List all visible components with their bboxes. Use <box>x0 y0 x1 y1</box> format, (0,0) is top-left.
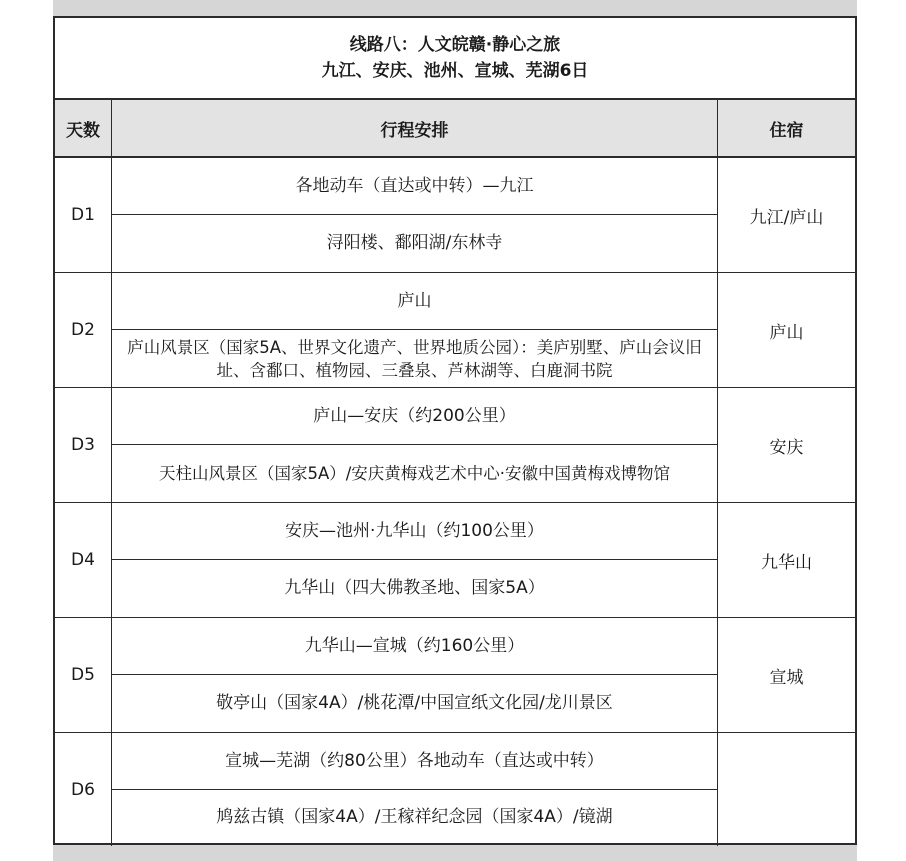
header-day: 天数 <box>55 100 112 158</box>
day-lodging: 九江/庐山 <box>749 207 824 228</box>
day-row-5 <box>55 618 855 733</box>
day-number: D3 <box>55 388 112 502</box>
day-number: D2 <box>55 273 112 387</box>
header-lodging: 住宿 <box>718 100 855 158</box>
day-number: D5 <box>55 618 112 732</box>
title-line-2: 九江、安庆、池州、宣城、芜湖6日 <box>321 61 589 81</box>
day-lodging: 宣城 <box>769 667 804 688</box>
title-line-1: 线路八：人文皖赣·静心之旅 <box>349 35 561 55</box>
day-number: D1 <box>55 158 112 272</box>
schedule-sights: 九华山（四大佛教圣地、国家5A） <box>284 578 545 598</box>
day-lodging <box>718 733 855 846</box>
day-row-6 <box>55 733 855 846</box>
day-schedule <box>112 388 718 502</box>
schedule-transport: 安庆—池州·九华山（约100公里） <box>112 503 717 560</box>
itinerary-table <box>53 16 857 845</box>
day-schedule <box>112 733 718 846</box>
schedule-transport: 各地动车（直达或中转）—九江 <box>112 158 717 215</box>
day-lodging: 安庆 <box>769 437 804 458</box>
schedule-transport: 庐山—安庆（约200公里） <box>112 388 717 445</box>
day-row-4 <box>55 503 855 618</box>
day-schedule <box>112 273 718 387</box>
day-row-3 <box>55 388 855 503</box>
day-lodging: 庐山 <box>769 322 804 343</box>
day-number: D4 <box>55 503 112 617</box>
schedule-transport: 宣城—芜湖（约80公里）各地动车（直达或中转） <box>112 733 717 790</box>
schedule-sights: 敬亭山（国家4A）/桃花潭/中国宣纸文化园/龙川景区 <box>216 693 613 713</box>
schedule-sights: 鸠兹古镇（国家4A）/王稼祥纪念园（国家4A）/镜湖 <box>216 807 613 827</box>
day-row-1 <box>55 158 855 273</box>
top-background-strip <box>53 0 857 16</box>
table-title <box>55 18 855 100</box>
schedule-sights: 浔阳楼、鄱阳湖/东林寺 <box>326 233 503 253</box>
day-schedule <box>112 618 718 732</box>
header-schedule: 行程安排 <box>112 100 718 158</box>
day-lodging: 九华山 <box>761 552 812 573</box>
day-schedule <box>112 503 718 617</box>
bottom-background-strip <box>53 845 857 861</box>
schedule-sights: 天柱山风景区（国家5A）/安庆黄梅戏艺术中心·安徽中国黄梅戏博物馆 <box>158 464 671 483</box>
schedule-transport: 九华山—宣城（约160公里） <box>112 618 717 675</box>
schedule-transport: 庐山 <box>112 273 717 330</box>
schedule-sights: 庐山风景区（国家5A、世界文化遗产、世界地质公园）：美庐别墅、庐山会议旧址、含鄱口、植物园、三叠泉、芦林湖等、白鹿洞书院 <box>127 337 702 380</box>
day-schedule <box>112 158 718 272</box>
day-row-2 <box>55 273 855 388</box>
day-number: D6 <box>55 733 112 846</box>
